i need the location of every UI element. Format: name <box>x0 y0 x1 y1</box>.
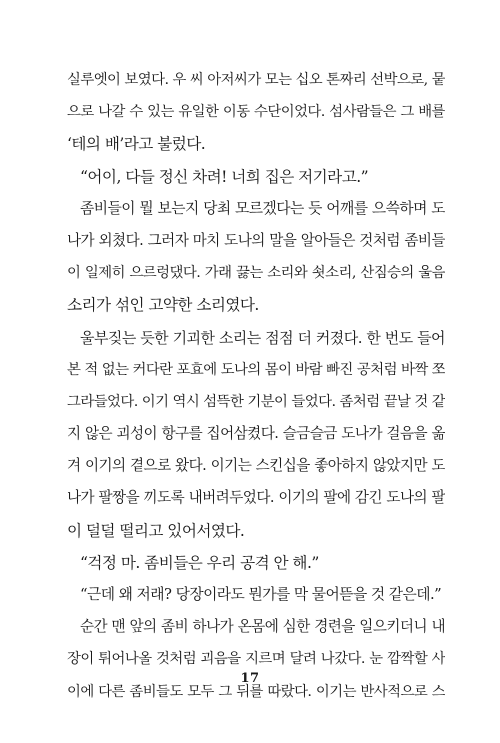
text-line: ‘테의 배’라고 불렀다. <box>67 135 206 154</box>
text-line: 나가 외쳤다. 그러자 마치 도나의 말을 알아들은 것처럼 좀비들 <box>67 231 445 249</box>
text-line: 겨 이기의 곁으로 왔다. 이기는 스킨십을 좋아하지 않았지만 도 <box>67 457 445 475</box>
page-number: 17 <box>240 671 260 686</box>
text-line: 그라들었다. 이기 역시 섬뜩한 기분이 들었다. 좀처럼 끝날 것 같 <box>67 393 445 410</box>
text-line: 본 적 없는 커다란 포효에 도나의 몸이 바람 빠진 공처럼 바짝 쪼 <box>67 361 445 378</box>
text-line: 이 일제히 으르렁댔다. 가래 끓는 소리와 쇳소리, 산짐승의 울음 <box>67 265 445 282</box>
text-line: 실루엣이 보였다. 우 씨 아저씨가 모는 십오 톤짜리 선박으로, 뭍 <box>67 72 445 88</box>
text-line: 나가 팔짱을 끼도록 내버려두었다. 이기의 팔에 감긴 도나의 팔 <box>67 489 445 507</box>
body-text <box>67 64 445 708</box>
text-line: 좀비들이 뭘 보는지 당최 모르겠다는 듯 어깨를 으쓱하며 도 <box>80 199 445 217</box>
dialogue-line: “어이, 다들 정신 차려! 너희 집은 저기라고.” <box>80 167 369 186</box>
text-line: 울부짖는 듯한 기괴한 소리는 점점 더 커졌다. 한 번도 들어 <box>80 328 445 347</box>
text-line: 장이 튀어나올 것처럼 괴음을 지르며 달려 나갔다. 눈 깜짝할 사 <box>67 651 445 668</box>
text-line: 이 덜덜 떨리고 있어서였다. <box>67 521 245 540</box>
dialogue-line: “걱정 마. 좀비들은 우리 공격 안 해.” <box>80 553 319 572</box>
dialogue-line: “근데 왜 저래? 당장이라도 뭔가를 막 물어뜯을 것 같은데.” <box>80 586 442 603</box>
text-line: 순간 맨 앞의 좀비 하나가 온몸에 심한 경련을 일으키더니 내 <box>80 618 445 636</box>
text-line: 으로 나갈 수 있는 유일한 이동 수단이었다. 섬사람들은 그 배를 <box>67 104 445 121</box>
text-line: 지 않은 괴성이 항구를 집어삼켰다. 슬금슬금 도나가 걸음을 옮 <box>67 425 445 443</box>
text-line: 이에 다른 좀비들도 모두 그 뒤를 따랐다. 이기는 반사적으로 스 <box>67 683 445 700</box>
text-line: 소리가 섞인 고약한 소리였다. <box>67 296 259 315</box>
